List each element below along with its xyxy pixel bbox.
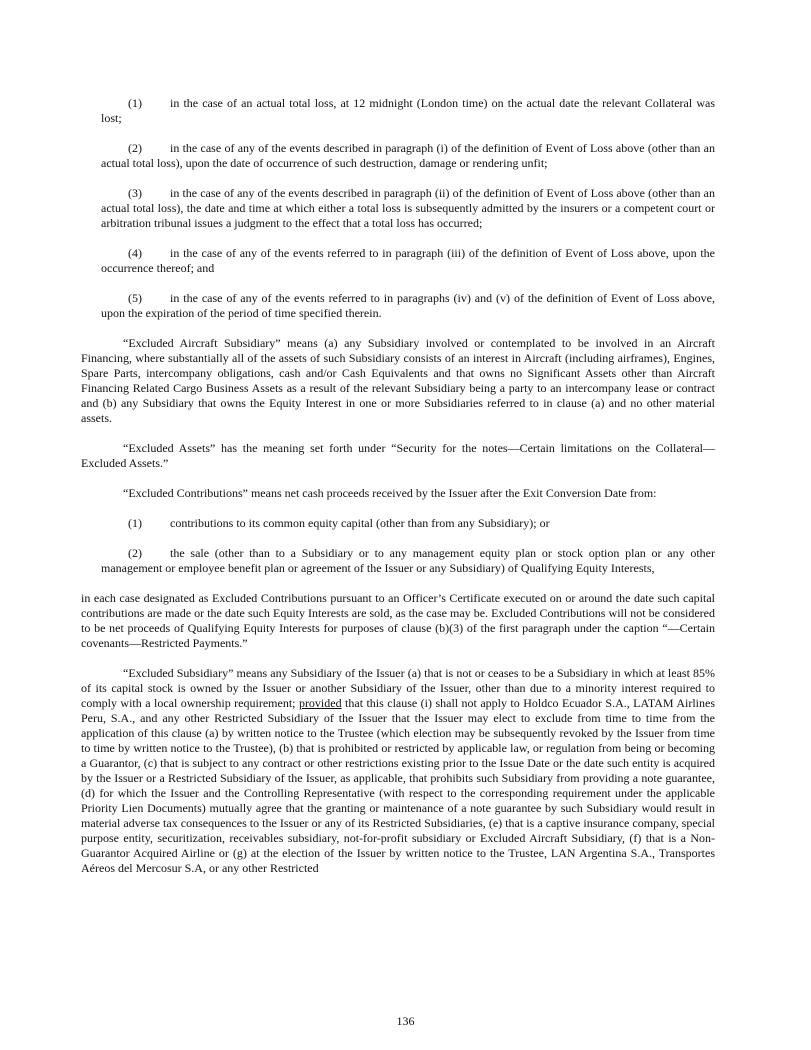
definition-excluded-contributions: “Excluded Contributions” means net cash proceeds received by the Issuer after the Exit Conversion Date from: bbox=[123, 486, 657, 500]
list-item: (2) in the case of any of the events described in paragraph (i) of the definition of Event of Loss above (other than an actual total loss), upon the date of occurrence of such destruction, damage or rendering unfit; bbox=[101, 141, 715, 170]
list-item: (5) in the case of any of the events referred to in paragraphs (iv) and (v) of the definition of Event of Loss above, upon the expiration of the period of time specified therein. bbox=[101, 291, 715, 320]
list-item: (2) the sale (other than to a Subsidiary or to any management equity plan or stock option plan or any other management or employee benefit plan or agreement of the Issuer or any Subsidiary) of Qualifying Equity Interests, bbox=[101, 546, 715, 575]
definition-excluded-subsidiary: “Excluded Subsidiary” means any Subsidiary of the Issuer (a) that is not or ceases to be a Subsidiary in which at least 85% of its capital stock is owned by the Issuer or another Subsidiary of the Issuer, other than due to a minority interest required to comply with a local ownership requirement; provided that this clause (i) shall not apply to Holdco Ecuador S.A., LATAM Airlines Peru, S.A., and any other Restricted Subsidiary of the Issuer that the Issuer may elect to exclude from time to time from the application of this clause (a) by written notice to the Trustee (which election may be subsequently revoked by the Issuer from time to time by written notice to the Trustee), (b) that is prohibited or restricted by applicable law, or regulation from being or becoming a Guarantor, (c) that is subject to any contract or other restrictions existing prior to the Issue Date or the date such entity is acquired by the Issuer or a Restricted Subsidiary of the Issuer, as applicable, that prohibits such Subsidiary from providing a note guarantee, (d) for which the Issuer and the Controlling Representative (with respect to the corresponding requirement under the applicable Priority Lien Documents) mutually agree that the granting or maintenance of a note guarantee by such Subsidiary would result in material adverse tax consequences to the Issuer or any of its Restricted Subsidiaries, (e) that is a captive insurance company, special purpose entity, securitization, receivables subsidiary, not-for-profit subsidiary or Excluded Aircraft Subsidiary, (f) that is a Non-Guarantor Acquired Airline or (g) at the election of the Issuer by written notice to the Trustee, LAN Argentina S.A., Transportes Aéreos del Mercosur S.A, or any other Restricted bbox=[81, 666, 715, 875]
list-item: (3) in the case of any of the events described in paragraph (ii) of the definition of Event of Loss above (other than an actual total loss), the date and time at which either a total loss is subsequently admitted by the insurers or a competent court or arbitration tribunal issues a judgment to the effect that a total loss has occurred; bbox=[101, 186, 715, 230]
list-item: (4) in the case of any of the events referred to in paragraph (iii) of the definition of Event of Loss above, upon the occurrence thereof; and bbox=[101, 246, 715, 275]
list-item: (1) in the case of an actual total loss, at 12 midnight (London time) on the actual date the relevant Collateral was lost; bbox=[101, 96, 715, 125]
provided-term: provided bbox=[298, 696, 342, 710]
paragraph-in-each-case: in each case designated as Excluded Contributions pursuant to an Officer’s Certificate executed on or around the date such capital contributions are made or the date such Equity Interests are sold, as the case may be. Excluded Contributions will not be considered to be net proceeds of Qualifying Equity Interests for purposes of clause (b)(3) of the first paragraph under the caption “—Certain covenants—Restricted Payments.” bbox=[81, 591, 715, 650]
list-item: (1) contributions to its common equity capital (other than from any Subsidiary); or bbox=[128, 516, 550, 530]
page-number: 136 bbox=[396, 1014, 415, 1028]
definition-excluded-aircraft-subsidiary: “Excluded Aircraft Subsidiary” means (a) any Subsidiary involved or contemplated to be involved in an Aircraft Financing, where substantially all of the assets of such Subsidiary consists of an interest in Aircraft (including airframes), Engines, Spare Parts, intercompany obligations, cash and/or Cash Equivalents and that owns no Significant Assets other than Aircraft Financing Related Cargo Business Assets as a result of the relevant Subsidiary being a party to an intercompany lease or contract and (b) any Subsidiary that owns the Equity Interest in one or more Subsidiaries referred to in clause (a) and no other material assets. bbox=[81, 336, 715, 425]
definition-excluded-assets: “Excluded Assets” has the meaning set forth under “Security for the notes—Certain limitations on the Collateral—Excluded Assets.” bbox=[81, 441, 715, 470]
document-page bbox=[81, 96, 715, 876]
